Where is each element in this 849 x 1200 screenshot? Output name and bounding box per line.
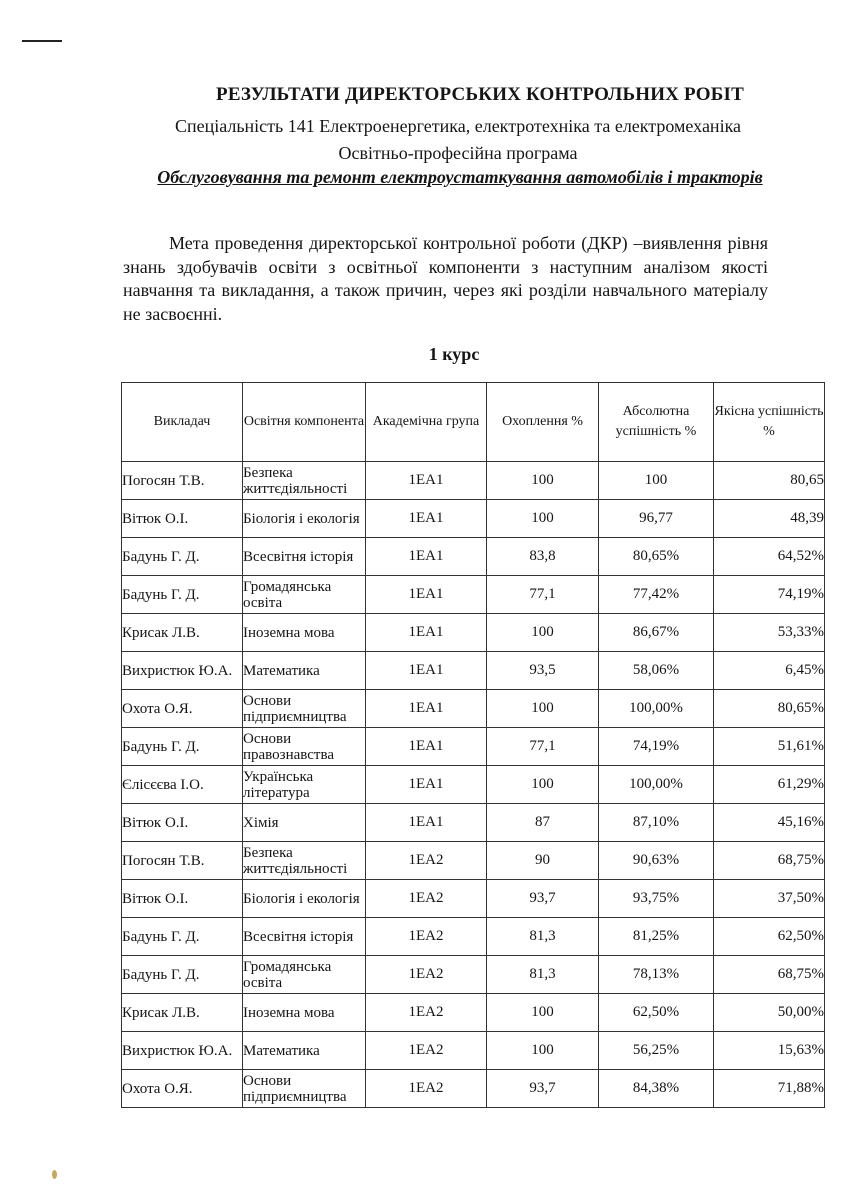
component-cell: Біологія і екологія: [243, 500, 366, 538]
group-cell: 1ЕА1: [366, 728, 487, 766]
teacher-cell: Погосян Т.В.: [122, 462, 243, 500]
component-cell: Безпека життєдіяльності: [243, 842, 366, 880]
component-cell: Громадянська освіта: [243, 576, 366, 614]
table-row: [122, 918, 825, 956]
table-row: [122, 804, 825, 842]
table-row: [122, 690, 825, 728]
quality-success-cell: 53,33%: [714, 614, 825, 652]
absolute-success-cell: 100,00%: [599, 766, 714, 804]
teacher-cell: Бадунь Г. Д.: [122, 538, 243, 576]
absolute-success-cell: 100,00%: [599, 690, 714, 728]
coverage-cell: 93,7: [487, 1070, 599, 1108]
quality-success-cell: 45,16%: [714, 804, 825, 842]
header-teacher: Викладач: [122, 383, 243, 462]
component-cell: Хімія: [243, 804, 366, 842]
table-row: [122, 462, 825, 500]
absolute-success-cell: 74,19%: [599, 728, 714, 766]
absolute-success-cell: 56,25%: [599, 1032, 714, 1070]
table-row: [122, 500, 825, 538]
quality-success-cell: 71,88%: [714, 1070, 825, 1108]
component-cell: Математика: [243, 1032, 366, 1070]
absolute-success-cell: 78,13%: [599, 956, 714, 994]
header-component: Освітня компонента: [243, 383, 366, 462]
teacher-cell: Бадунь Г. Д.: [122, 918, 243, 956]
quality-success-cell: 68,75%: [714, 956, 825, 994]
header-group: Академічна група: [366, 383, 487, 462]
absolute-success-cell: 100: [599, 462, 714, 500]
teacher-cell: Вітюк О.І.: [122, 804, 243, 842]
coverage-cell: 93,7: [487, 880, 599, 918]
quality-success-cell: 64,52%: [714, 538, 825, 576]
coverage-cell: 83,8: [487, 538, 599, 576]
coverage-cell: 100: [487, 614, 599, 652]
group-cell: 1ЕА1: [366, 500, 487, 538]
quality-success-cell: 37,50%: [714, 880, 825, 918]
absolute-success-cell: 90,63%: [599, 842, 714, 880]
teacher-cell: Охота О.Я.: [122, 690, 243, 728]
group-cell: 1ЕА1: [366, 690, 487, 728]
teacher-cell: Бадунь Г. Д.: [122, 728, 243, 766]
component-cell: Математика: [243, 652, 366, 690]
component-cell: Основи підприємництва: [243, 1070, 366, 1108]
component-cell: Основи підприємництва: [243, 690, 366, 728]
component-cell: Всесвітня історія: [243, 918, 366, 956]
teacher-cell: Бадунь Г. Д.: [122, 956, 243, 994]
component-cell: Іноземна мова: [243, 614, 366, 652]
group-cell: 1ЕА1: [366, 652, 487, 690]
table-row: [122, 994, 825, 1032]
table-row: [122, 728, 825, 766]
table-header-row: [122, 383, 825, 462]
course-heading: 1 курс: [428, 344, 480, 364]
coverage-cell: 87: [487, 804, 599, 842]
component-cell: Основи правознавства: [243, 728, 366, 766]
coverage-cell: 77,1: [487, 576, 599, 614]
coverage-cell: 100: [487, 994, 599, 1032]
teacher-cell: Погосян Т.В.: [122, 842, 243, 880]
component-cell: Українська література: [243, 766, 366, 804]
coverage-cell: 100: [487, 766, 599, 804]
quality-success-cell: 51,61%: [714, 728, 825, 766]
header-coverage: Охоплення %: [487, 383, 599, 462]
table-row: [122, 842, 825, 880]
teacher-cell: Єлісєєва І.О.: [122, 766, 243, 804]
table-row: [122, 652, 825, 690]
table-row: [122, 1070, 825, 1108]
specialty-line: Спеціальність 141 Електроенергетика, електротехніка та електромеханіка: [174, 116, 742, 136]
document-title: РЕЗУЛЬТАТИ ДИРЕКТОРСЬКИХ КОНТРОЛЬНИХ РОБІТ: [216, 84, 744, 105]
absolute-success-cell: 58,06%: [599, 652, 714, 690]
program-name: Обслуговування та ремонт електроустаткування автомобілів і тракторів: [157, 167, 763, 187]
teacher-cell: Крисак Л.В.: [122, 994, 243, 1032]
coverage-cell: 93,5: [487, 652, 599, 690]
group-cell: 1ЕА1: [366, 538, 487, 576]
quality-success-cell: 74,19%: [714, 576, 825, 614]
absolute-success-cell: 81,25%: [599, 918, 714, 956]
quality-success-cell: 62,50%: [714, 918, 825, 956]
coverage-cell: 81,3: [487, 956, 599, 994]
absolute-success-cell: 77,42%: [599, 576, 714, 614]
component-cell: Всесвітня історія: [243, 538, 366, 576]
corner-mark: [22, 40, 62, 42]
group-cell: 1ЕА1: [366, 766, 487, 804]
quality-success-cell: 61,29%: [714, 766, 825, 804]
table-row: [122, 766, 825, 804]
quality-success-cell: 48,39: [714, 500, 825, 538]
quality-success-cell: 6,45%: [714, 652, 825, 690]
absolute-success-cell: 86,67%: [599, 614, 714, 652]
absolute-success-cell: 62,50%: [599, 994, 714, 1032]
group-cell: 1ЕА1: [366, 804, 487, 842]
quality-success-cell: 68,75%: [714, 842, 825, 880]
group-cell: 1ЕА1: [366, 462, 487, 500]
absolute-success-cell: 87,10%: [599, 804, 714, 842]
absolute-success-cell: 84,38%: [599, 1070, 714, 1108]
table-row: [122, 538, 825, 576]
paper-mark: [52, 1170, 57, 1179]
table-row: [122, 956, 825, 994]
quality-success-cell: 15,63%: [714, 1032, 825, 1070]
group-cell: 1ЕА2: [366, 918, 487, 956]
teacher-cell: Вітюк О.І.: [122, 500, 243, 538]
teacher-cell: Крисак Л.В.: [122, 614, 243, 652]
coverage-cell: 90: [487, 842, 599, 880]
results-table: [121, 382, 825, 1108]
component-cell: Біологія і екологія: [243, 880, 366, 918]
group-cell: 1ЕА2: [366, 994, 487, 1032]
component-cell: Безпека життєдіяльності: [243, 462, 366, 500]
coverage-cell: 100: [487, 500, 599, 538]
header-quality-success: Якісна успішність %: [714, 383, 825, 462]
quality-success-cell: 50,00%: [714, 994, 825, 1032]
quality-success-cell: 80,65%: [714, 690, 825, 728]
coverage-cell: 77,1: [487, 728, 599, 766]
header-absolute-success: Абсолютна успішність %: [599, 383, 714, 462]
group-cell: 1ЕА1: [366, 576, 487, 614]
group-cell: 1ЕА2: [366, 956, 487, 994]
group-cell: 1ЕА2: [366, 842, 487, 880]
table-row: [122, 614, 825, 652]
teacher-cell: Охота О.Я.: [122, 1070, 243, 1108]
table-row: [122, 576, 825, 614]
group-cell: 1ЕА2: [366, 880, 487, 918]
teacher-cell: Бадунь Г. Д.: [122, 576, 243, 614]
teacher-cell: Вихристюк Ю.А.: [122, 652, 243, 690]
table-row: [122, 880, 825, 918]
component-cell: Іноземна мова: [243, 994, 366, 1032]
coverage-cell: 100: [487, 462, 599, 500]
program-label: Освітньо-професійна програма: [338, 143, 578, 163]
coverage-cell: 100: [487, 690, 599, 728]
group-cell: 1ЕА1: [366, 614, 487, 652]
coverage-cell: 81,3: [487, 918, 599, 956]
group-cell: 1ЕА2: [366, 1070, 487, 1108]
teacher-cell: Вітюк О.І.: [122, 880, 243, 918]
absolute-success-cell: 96,77: [599, 500, 714, 538]
quality-success-cell: 80,65: [714, 462, 825, 500]
table-row: [122, 1032, 825, 1070]
absolute-success-cell: 93,75%: [599, 880, 714, 918]
absolute-success-cell: 80,65%: [599, 538, 714, 576]
component-cell: Громадянська освіта: [243, 956, 366, 994]
purpose-paragraph: Мета проведення директорської контрольної роботи (ДКР) –виявлення рівня знань здобувачів освіти з освітньої компоненти з наступним аналізом якості навчання та викладання, а також причин, через які розділи навчального матеріалу не засвоєнні.: [123, 233, 768, 324]
teacher-cell: Вихристюк Ю.А.: [122, 1032, 243, 1070]
table-body: [122, 462, 825, 1108]
group-cell: 1ЕА2: [366, 1032, 487, 1070]
coverage-cell: 100: [487, 1032, 599, 1070]
